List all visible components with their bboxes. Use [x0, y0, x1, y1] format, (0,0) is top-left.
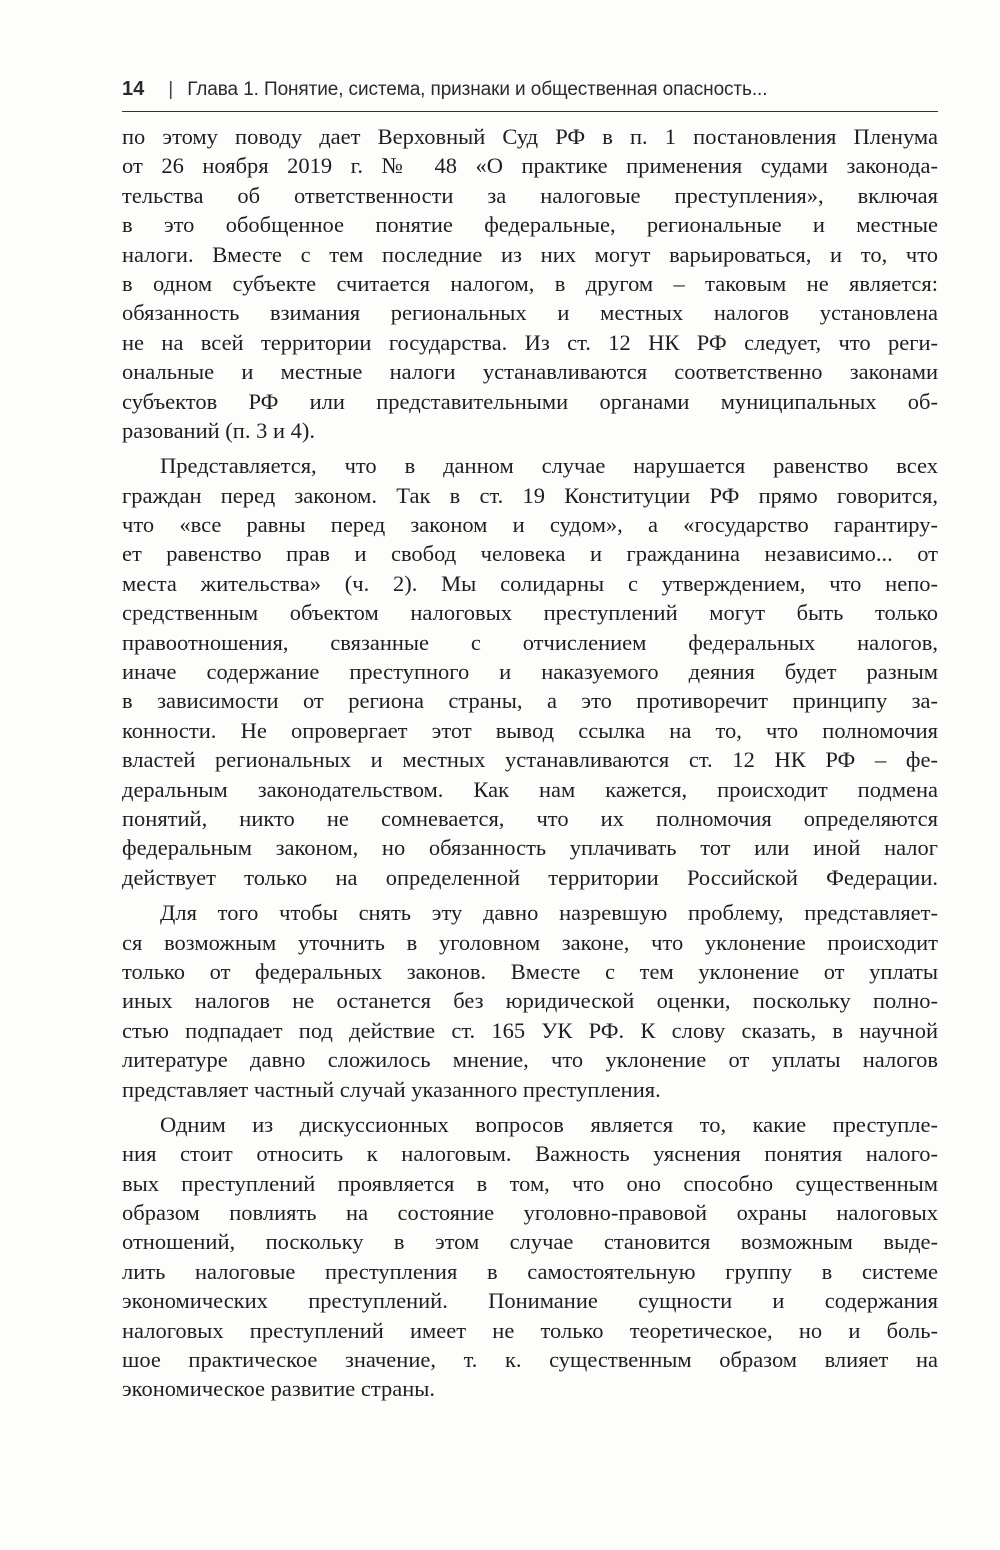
text-line: экономическое развитие страны. [122, 1376, 436, 1402]
text-line: ет равенство прав и свобод человека и гражданина независимо... от [122, 541, 938, 567]
text-line: что «все равны перед законом и судом», а «государство гарантиру- [122, 512, 938, 538]
text-line: властей региональных и местных устанавливаются ст. 12 НК РФ – фе- [122, 747, 938, 773]
text-line: налоговых преступлений имеет не только теоретическое, но и боль- [122, 1317, 938, 1343]
text-line: в одном субъекте считается налогом, в другом – таковым не является: [122, 270, 938, 296]
text-line: иных налогов не останется без юридической оценки, поскольку полно- [122, 988, 938, 1014]
text-line: иначе содержание преступного и наказуемого деяния будет разным [122, 659, 938, 685]
text-line: по этому поводу дает Верховный Суд РФ в п. 1 постановления Пленума [122, 124, 938, 149]
text-line: шое практическое значение, т. к. существенным образом влияет на [122, 1347, 938, 1373]
text-line: места жительства» (ч. 2). Мы солидарны с утверждением, что непо- [122, 570, 938, 596]
text-line: тельства об ответственности за налоговые преступления», включая [122, 182, 938, 208]
text-line: деральным законодательством. Как нам кажется, происходит подмена [122, 776, 938, 802]
text-line: в это обобщенное понятие федеральные, региональные и местные [122, 212, 938, 238]
text-line: разований (п. 3 и 4). [122, 417, 315, 443]
text-line: федеральным законом, но обязанность уплачивать тот или иной налог [122, 835, 938, 861]
text-line: ния стоит относить к налоговым. Важность уяснения понятия налого- [122, 1141, 938, 1167]
text-line: ональные и местные налоги устанавливаются соответственно законами [122, 359, 938, 385]
chapter-title: Глава 1. Понятие, система, признаки и общественная опасность... [187, 79, 768, 100]
text-line: обязанность взимания региональных и местных налогов установлена [122, 300, 938, 326]
text-line: экономических преступлений. Понимание сущности и содержания [122, 1288, 938, 1314]
paragraph-2 [122, 451, 938, 892]
text-line: стью подпадает под действие ст. 165 УК РФ. К слову сказать, в научной [122, 1017, 938, 1043]
paragraph-1 [122, 122, 938, 445]
text-line: понятий, никто не сомневается, что их полномочия определяются [122, 805, 938, 831]
text-line: Представляется, что в данном случае нарушается равенство всех [160, 453, 938, 479]
text-line: действует только на определенной территории Российской Федерации. [122, 864, 938, 890]
text-line: граждан перед законом. Так в ст. 19 Конституции РФ прямо говорится, [122, 482, 938, 508]
text-line: субъектов РФ или представительными органами муниципальных об- [122, 388, 938, 414]
paragraph-3 [122, 898, 938, 1104]
text-line: только от федеральных законов. Вместе с тем уклонение от уплаты [122, 958, 938, 984]
text-line: конности. Не опровергает этот вывод ссылка на то, что полномочия [122, 717, 938, 743]
text-line: вых преступлений проявляется в том, что оно способно существенным [122, 1170, 938, 1196]
text-line: отношений, поскольку в этом случае становится возможным выде- [122, 1229, 938, 1255]
paragraph-4 [122, 1110, 938, 1404]
text-line: правоотношения, связанные с отчислением федеральных налогов, [122, 629, 938, 655]
text-line: представляет частный случай указанного преступления. [122, 1076, 661, 1102]
running-head [122, 78, 936, 114]
text-line: налоги. Вместе с тем последние из них могут варьироваться, и то, что [122, 241, 938, 267]
body-text [122, 122, 938, 1404]
text-line: в зависимости от региона страны, а это противоречит принципу за- [122, 688, 938, 714]
text-line: не на всей территории государства. Из ст. 12 НК РФ следует, что реги- [122, 329, 938, 355]
header-rule [122, 111, 938, 112]
text-line: Для того чтобы снять эту давно назревшую проблему, представляет- [160, 900, 938, 926]
page-number: 14 [122, 78, 145, 100]
text-line: средственным объектом налоговых преступлений могут быть только [122, 600, 938, 626]
text-line: литературе давно сложилось мнение, что уклонение от уплаты налогов [122, 1047, 938, 1073]
text-line: лить налоговые преступления в самостоятельную группу в системе [122, 1258, 938, 1284]
text-line: ся возможным уточнить в уголовном законе, что уклонение происходит [122, 929, 938, 955]
text-line: от 26 ноября 2019 г. № 48 «О практике применения судами законода- [122, 153, 938, 179]
text-line: образом повлиять на состояние уголовно-правовой охраны налоговых [122, 1200, 938, 1226]
text-line: Одним из дискуссионных вопросов является то, какие преступле- [160, 1111, 938, 1137]
header-separator: | [168, 79, 174, 100]
